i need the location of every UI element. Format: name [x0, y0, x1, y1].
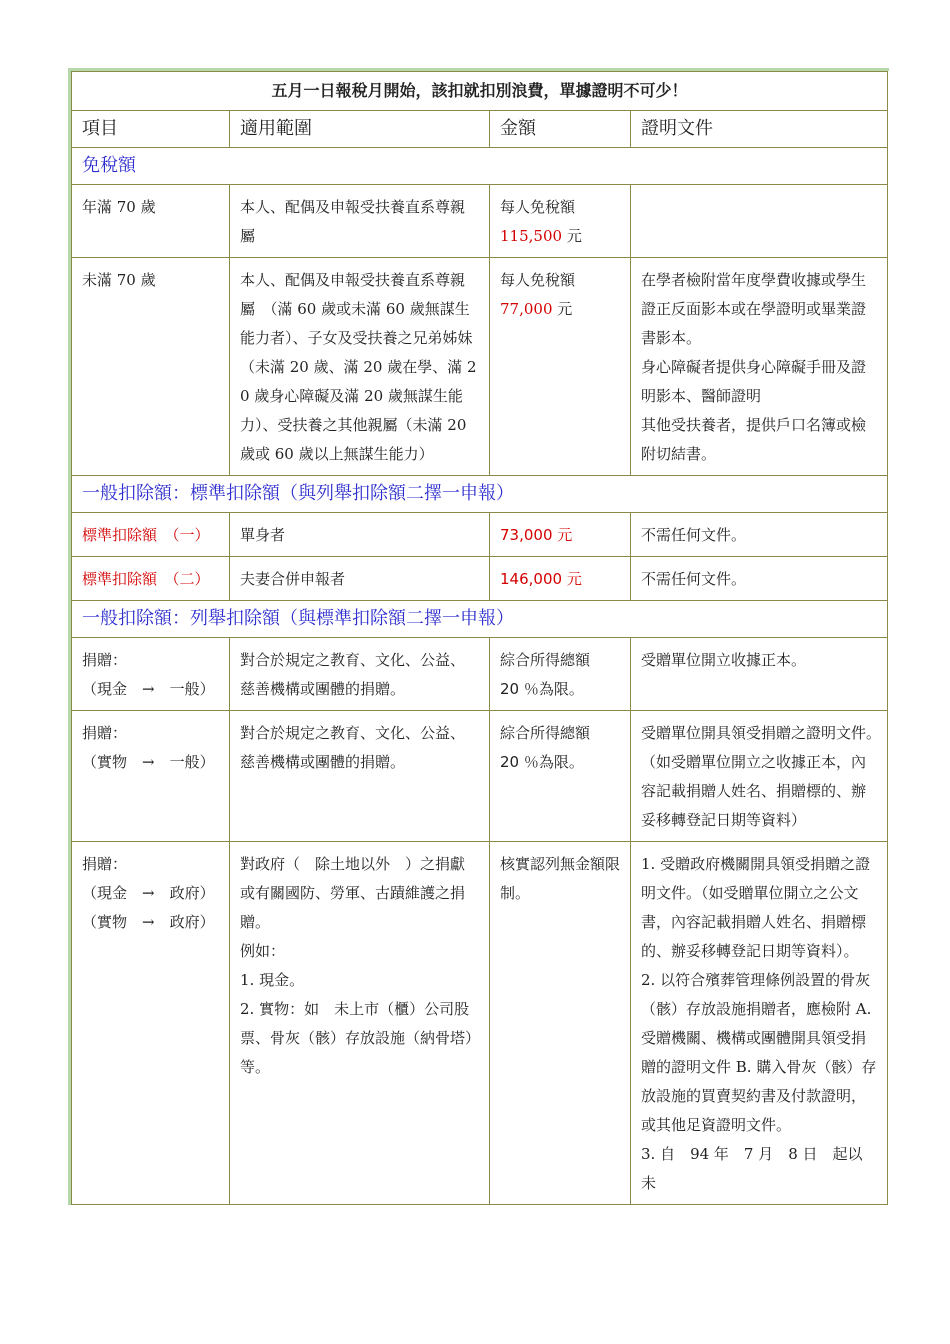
docs-text: 其他受扶養者，提供戶口名簿或檢附切結書。 — [641, 416, 867, 463]
scope-line: 對政府（ 除土地以外 ）之捐獻或有關國防、勞軍、古蹟維護之捐贈。 — [240, 855, 466, 931]
scope-line: 2. 實物：如 未上市（櫃）公司股票、骨灰（骸）存放設施（納骨塔）等。 — [240, 1000, 473, 1076]
section-title-exemption: 免稅額 — [72, 148, 888, 185]
table-row — [72, 842, 888, 1205]
tax-deduction-table — [71, 71, 888, 1205]
table-row — [72, 185, 888, 258]
scope-cell — [230, 842, 490, 1205]
section-title-itemized: 一般扣除額：列舉扣除額（與標準扣除額二擇一申報） — [72, 601, 888, 638]
section-row — [72, 148, 888, 185]
amount-cell — [490, 258, 631, 476]
amount-label: 每人免稅額 — [500, 198, 576, 216]
docs-cell: 受贈單位開具領受捐贈之證明文件。 （如受贈單位開立之收據正本，內容記載捐贈人姓名、捐贈標的、辦妥移轉登記日期等資料） — [631, 711, 888, 842]
amount-cell — [490, 513, 631, 557]
header-docs: 證明文件 — [631, 111, 888, 148]
amount-value: 115,500 — [500, 227, 563, 245]
docs-cell: 受贈單位開立收據正本。 — [631, 638, 888, 711]
docs-cell: 不需任何文件。 — [631, 513, 888, 557]
item-cell: 標準扣除額 （一） — [72, 513, 230, 557]
item-line: （實物 → 一般） — [82, 753, 215, 771]
amount-line: 綜合所得總額 — [500, 651, 591, 669]
tax-document — [68, 68, 889, 1205]
title-row — [72, 72, 888, 111]
table-row — [72, 557, 888, 601]
docs-text: 3. 自 94 年 7 月 8 日 起以未 — [641, 1145, 863, 1192]
item-cell: 年滿 70 歲 — [72, 185, 230, 258]
amount-unit: 元 — [566, 570, 582, 588]
amount-line: 20 ％為限。 — [500, 680, 584, 698]
table-row — [72, 513, 888, 557]
header-item: 項目 — [72, 111, 230, 148]
amount-line: 20 ％為限。 — [500, 753, 584, 771]
docs-cell — [631, 258, 888, 476]
item-line: 捐贈： — [82, 651, 128, 669]
section-row — [72, 476, 888, 513]
docs-text: 1. 受贈政府機關開具領受捐贈之證明文件。（如受贈單位開立之公文書，內容記載捐贈人姓名、捐贈標的、辦妥移轉登記日期等資料）。 — [641, 855, 871, 960]
item-line: 捐贈： — [82, 855, 128, 873]
amount-unit: 元 — [557, 526, 573, 544]
scope-cell: 本人、配偶及申報受扶養直系尊親屬 — [230, 185, 490, 258]
docs-text: 2. 以符合殯葬管理條例設置的骨灰（骸）存放設施捐贈者，應檢附 A. 受贈機關、機構或團體開具領受捐贈的證明文件 B. 購入骨灰（骸）存放設施的買賣契約書及付款證明，或其他足資證明文件。 — [641, 971, 877, 1134]
scope-cell: 單身者 — [230, 513, 490, 557]
amount-line: 綜合所得總額 — [500, 724, 591, 742]
item-cell: 標準扣除額 （二） — [72, 557, 230, 601]
item-cell — [72, 638, 230, 711]
docs-cell — [631, 185, 888, 258]
header-scope: 適用範圍 — [230, 111, 490, 148]
item-line: （現金 → 政府） — [82, 884, 215, 902]
item-cell — [72, 711, 230, 842]
amount-cell — [490, 185, 631, 258]
scope-line: 1. 現金。 — [240, 971, 305, 989]
scope-line: 例如： — [240, 942, 286, 960]
item-line: 捐贈： — [82, 724, 128, 742]
amount-value: 146,000 — [500, 570, 563, 588]
amount-unit: 元 — [566, 227, 582, 245]
scope-cell: 對合於規定之教育、文化、公益、慈善機構或團體的捐贈。 — [230, 638, 490, 711]
scope-cell: 本人、配偶及申報受扶養直系尊親屬 （滿 60 歲或未滿 60 歲無謀生能力者）、子女及受扶養之兄弟姊妹（未滿 20 歲、滿 20 歲在學、滿 20 歲身心障礙及滿 20 歲無謀生能力）、受扶養之其他親屬（未滿 20 歲或 60 歲以上無謀生能力） — [230, 258, 490, 476]
table-row — [72, 711, 888, 842]
scope-cell: 夫妻合併申報者 — [230, 557, 490, 601]
table-row — [72, 638, 888, 711]
amount-cell — [490, 711, 631, 842]
item-cell — [72, 842, 230, 1205]
docs-cell: 不需任何文件。 — [631, 557, 888, 601]
amount-value: 73,000 — [500, 526, 553, 544]
scope-cell: 對合於規定之教育、文化、公益、慈善機構或團體的捐贈。 — [230, 711, 490, 842]
amount-value: 77,000 — [500, 300, 553, 318]
table-row — [72, 258, 888, 476]
amount-cell: 核實認列無金額限制。 — [490, 842, 631, 1205]
amount-unit: 元 — [557, 300, 573, 318]
header-amount: 金額 — [490, 111, 631, 148]
amount-cell — [490, 638, 631, 711]
section-title-standard: 一般扣除額：標準扣除額（與列舉扣除額二擇一申報） — [72, 476, 888, 513]
docs-text: 在學者檢附當年度學費收據或學生證正反面影本或在學證明或畢業證書影本。 — [641, 271, 867, 347]
docs-cell — [631, 842, 888, 1205]
section-row — [72, 601, 888, 638]
item-line: （實物 → 政府） — [82, 913, 215, 931]
amount-cell — [490, 557, 631, 601]
item-cell: 未滿 70 歲 — [72, 258, 230, 476]
amount-label: 每人免稅額 — [500, 271, 576, 289]
header-row — [72, 111, 888, 148]
docs-text: 身心障礙者提供身心障礙手冊及證明影本、醫師證明 — [641, 358, 867, 405]
document-title: 五月一日報稅月開始，該扣就扣別浪費，單據證明不可少！ — [72, 72, 888, 111]
item-line: （現金 → 一般） — [82, 680, 215, 698]
